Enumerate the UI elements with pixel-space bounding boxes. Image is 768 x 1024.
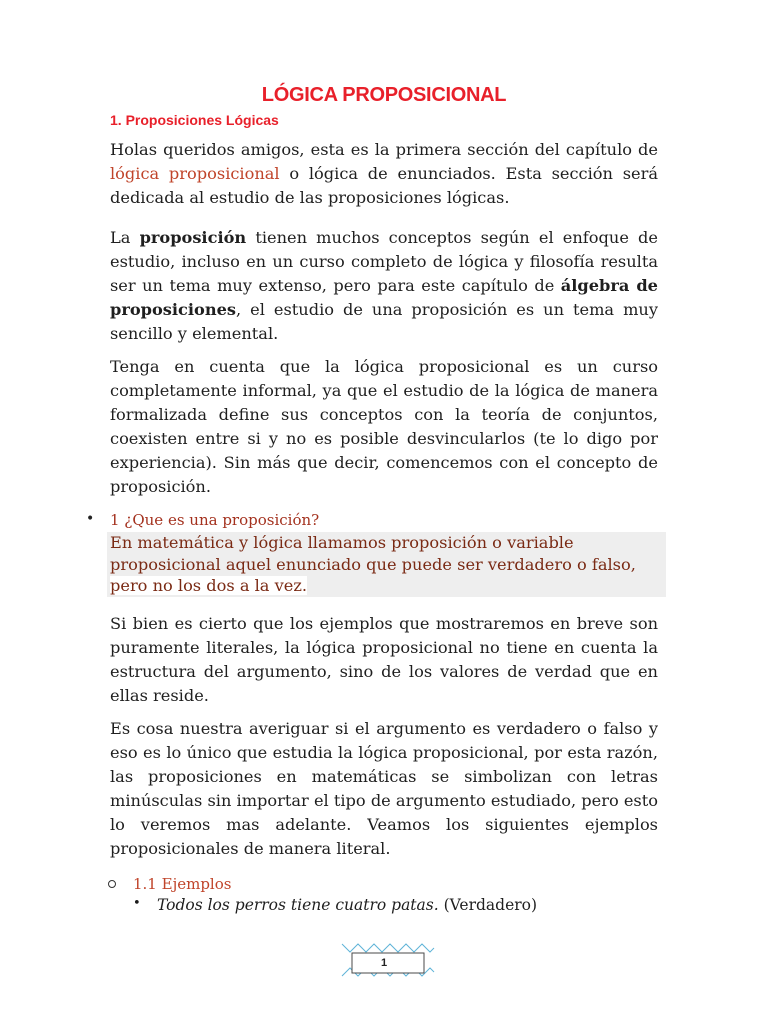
intro-text-end: o lógica de enunciados. Esta sección será dedicada al estudio de las proposiciones lógicas.: [110, 164, 658, 207]
circle-bullet-icon: [108, 880, 116, 888]
page-number: 1: [380, 957, 388, 969]
informal-paragraph: Tenga en cuenta que la lógica proposicional es un curso completamente informal, ya que el estudio de la lógica de manera formalizada define sus conceptos con la teoría de conjuntos, coexisten entre si y no es posible desvincularlos (te lo digo por experiencia). Sin más que decir, comencemos con el concepto de proposición.: [110, 357, 658, 496]
example-text: Todos los perros tiene cuatro patas.: [157, 896, 439, 914]
argument-paragraph: Es cosa nuestra averiguar si el argumento es verdadero o falso y eso es lo único que estudia la lógica proposicional, por esta razón, las proposiciones en matemáticas se simbolizan con letras minúsculas sin importar el tipo de argumento estudiado, pero esto lo veremos mas adelante. Veamos los siguientes ejemplos proposicionales de manera literal.: [110, 719, 658, 858]
intro-text-start: Holas queridos amigos, esta es la primera sección del capítulo de: [110, 140, 658, 159]
p2-text-b: tienen muchos conceptos según el enfoque de estudio, incluso en un curso completo de lógica y filosofía resulta ser un tema muy extenso, pero para este capítulo de: [110, 228, 658, 295]
page-title: LÓGICA PROPOSICIONAL: [261, 84, 507, 106]
intro-paragraph: [110, 138, 658, 210]
section-heading: 1. Proposiciones Lógicas: [110, 112, 279, 128]
bullet-icon: •: [133, 896, 141, 911]
literal-paragraph: Si bien es cierto que los ejemplos que mostraremos en breve son puramente literales, la lógica proposicional no tiene en cuenta la estructura del argumento, sino de los valores de verdad que en ellas reside.: [110, 614, 658, 705]
p2-bold-proposicion: proposición: [139, 228, 247, 247]
proposicion-paragraph: [110, 226, 658, 346]
definition-highlight: [107, 532, 666, 597]
definition-line-end: pero no los dos a la vez.: [110, 576, 307, 595]
p2-text-c: , el estudio de una proposición es un tema muy sencillo y elemental.: [110, 300, 658, 343]
p2-text-a: La: [110, 228, 140, 247]
p2-bold-algebra: álgebra de proposiciones: [110, 276, 658, 319]
example-value: (Verdadero): [443, 896, 538, 914]
definition-line: En matemática y lógica llamamos proposición o variable: [110, 533, 574, 552]
example-item: [157, 896, 537, 914]
bullet-icon: •: [86, 511, 95, 527]
examples-heading: 1.1 Ejemplos: [133, 875, 232, 893]
question-heading: 1 ¿Que es una proposición?: [110, 511, 320, 529]
logica-proposicional-link[interactable]: lógica proposicional: [110, 164, 280, 183]
definition-line: proposicional aquel enunciado que puede ser verdadero o falso,: [110, 554, 636, 574]
definition-line: [110, 575, 663, 597]
